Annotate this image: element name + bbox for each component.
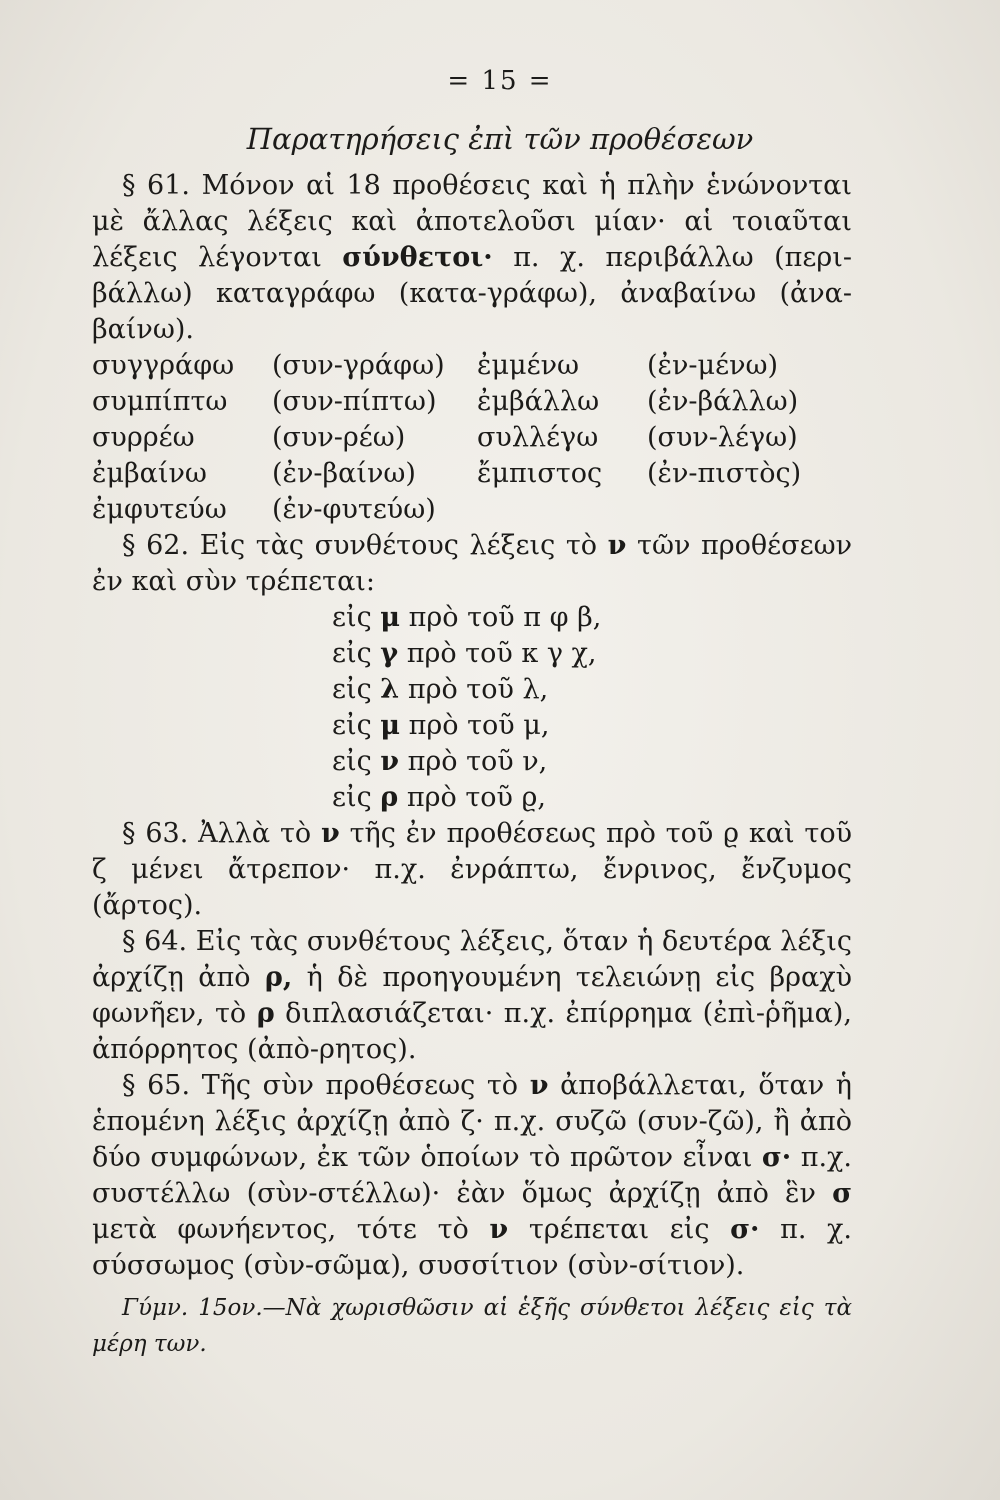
- section-mark: § 62.: [122, 530, 190, 561]
- example-row: ἐμβαίνω (ἐν-βαίνω) ἔμπιστος (ἐν-πιστὸς): [92, 458, 802, 489]
- rule-line: εἰς λ πρὸ τοῦ λ,: [332, 674, 549, 705]
- rule-line: εἰς μ πρὸ τοῦ π φ β,: [332, 602, 602, 633]
- page-number: = 15 =: [447, 66, 553, 96]
- rule-line: εἰς ρ πρὸ τοῦ ϱ,: [332, 782, 546, 813]
- rule-line: εἰς μ πρὸ τοῦ μ,: [332, 710, 550, 741]
- example-row: ἐμφυτεύω (ἐν-φυτεύω): [92, 494, 436, 525]
- section-mark: § 63.: [122, 818, 189, 849]
- rule-line: εἰς γ πρὸ τοῦ κ γ χ,: [332, 638, 597, 669]
- bold-term: σύνθετοι·: [342, 242, 493, 273]
- paragraph-62: § 62. Εἰς τὰς συνθέτους λέξεις τὸ ν τῶν προθέσεων ἐν καὶ σὺν τρέπεται:: [92, 530, 853, 597]
- paragraph-61: § 61. Μόνον αἱ 18 προθέσεις καὶ ἡ πλὴν ἑνώνονται μὲ ἄλλας λέξεις καὶ ἀποτελοῦσι μίαν· αἱ τοιαῦται λέξεις λέγονται σύνθετοι· π. χ. περιβάλλω (περι-βάλλω) καταγράφω (κατα-γράφω), ἀναβαίνω (ἀνα-βαίνω).: [92, 170, 852, 345]
- section-mark: § 64.: [122, 926, 188, 957]
- paragraph-63: § 63. Ἀλλὰ τὸ ν τῆς ἐν προθέσεως πρὸ τοῦ ϱ καὶ τοῦ ζ μένει ἄτρεπον· π.χ. ἐνράπτω, ἔνρινος, ἔνζυμος (ἄρτος).: [92, 818, 853, 921]
- section-heading: Παρατηρήσεις ἐπὶ τῶν προθέσεων: [246, 122, 754, 156]
- paragraph-64: § 64. Εἰς τὰς συνθέτους λέξεις, ὅταν ἡ δευτέρα λέξις ἀρχίζῃ ἀπὸ ρ, ἡ δὲ προηγουμένη τελειώνῃ εἰς βραχὺ φωνῆεν, τὸ ρ διπλασιάζεται· π.χ. ἐπίρρημα (ἐπὶ-ῥῆμα), ἀπόρρητος (ἀπὸ-ρητος).: [92, 926, 852, 1065]
- page-body: [92, 168, 852, 1362]
- exercise-note: Γύμν. 15ον.—Νὰ χωρισθῶσιν αἱ ἑξῆς σύνθετοι λέξεις εἰς τὰ μέρη των.: [92, 1295, 852, 1357]
- section-mark: § 61.: [122, 170, 191, 201]
- section-mark: § 65.: [122, 1070, 191, 1101]
- example-row: συμπίπτω (συν-πίπτω) ἐμβάλλω (ἐν-βάλλω): [92, 386, 799, 417]
- example-row: συρρέω (συν-ρέω) συλλέγω (συν-λέγω): [92, 422, 798, 453]
- paragraph-65: § 65. Τῆς σὺν προθέσεως τὸ ν ἀποβάλλεται, ὅταν ἡ ἑπομένη λέξις ἀρχίζῃ ἀπὸ ζ· π.χ. συζῶ (συν-ζῶ), ἢ ἀπὸ δύο συμφώνων, ἐκ τῶν ὁποίων τὸ πρῶτον εἶναι σ· π.χ. συστέλλω (σὺν-στέλλω)· ἐὰν ὅμως ἀρχίζῃ ἀπὸ ἓν σ μετὰ φωνήεντος, τότε τὸ ν τρέπεται εἰς σ· π. χ. σύσσωμος (σὺν-σῶμα), συσσίτιον (σὺν-σίτιον).: [92, 1070, 852, 1281]
- rule-line: εἰς ν πρὸ τοῦ ν,: [332, 746, 548, 777]
- example-row: συγγράφω (συν-γράφω) ἐμμένω (ἐν-μένω): [92, 350, 779, 381]
